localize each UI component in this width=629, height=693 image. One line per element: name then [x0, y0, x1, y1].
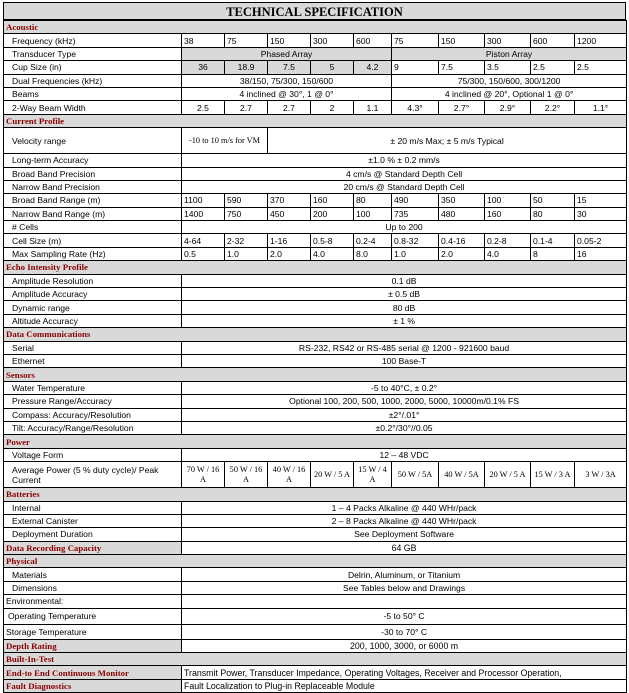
piston-value: 4 inclined @ 20°, Optional 1 @ 0° — [392, 87, 627, 100]
row-value: ±0.2°/30°//0.05 — [182, 421, 627, 434]
row-beams — [4, 87, 627, 100]
value-cell: 100 — [354, 207, 392, 220]
value-cell: 0.2-4 — [354, 234, 392, 247]
value-cell: 1-16 — [268, 234, 311, 247]
section-header-depth — [4, 639, 627, 652]
row-compass — [4, 408, 627, 421]
section-header-batteries — [4, 488, 627, 501]
row-label: Beams — [4, 87, 182, 100]
value-cell: 2.7 — [268, 101, 311, 114]
value-cell: 75 — [392, 34, 439, 47]
value-cell: 36 — [182, 61, 225, 74]
value-cell: 9 — [392, 61, 439, 74]
value-cell: 1400 — [182, 207, 225, 220]
value-cell: 2.5 — [182, 101, 225, 114]
section-title: End-to End Continuous Monitor — [4, 666, 182, 679]
row-tilt — [4, 421, 627, 434]
value-cell: 600 — [354, 34, 392, 47]
row-label: Altitude Accuracy — [4, 314, 182, 327]
fault-value: Fault Localization to Plug-in Replaceable Module — [182, 679, 627, 692]
section-title: Power — [4, 435, 627, 448]
value-cell: 16 — [575, 247, 627, 260]
row-label: Water Temperature — [4, 381, 182, 394]
row-label: Transducer Type — [4, 47, 182, 60]
value-cell: 75 — [225, 34, 268, 47]
row-label: Environmental: — [4, 595, 182, 608]
row-label: Internal — [4, 501, 182, 514]
section-header-current — [4, 114, 627, 127]
row-label: Serial — [4, 341, 182, 354]
section-title: Sensors — [4, 368, 627, 381]
value-cell: 1100 — [182, 194, 225, 207]
section-header-e2e — [4, 666, 627, 679]
page-title: TECHNICAL SPECIFICATION — [3, 2, 626, 20]
value-cell: 80 — [531, 207, 575, 220]
row-value: 1 – 4 Packs Alkaline @ 440 WHr/pack — [182, 501, 627, 514]
section-title: Built-In-Test — [4, 653, 627, 666]
phased-array-header: Phased Array — [182, 47, 392, 60]
row-label: Broad Band Range (m) — [4, 194, 182, 207]
row-altitude-accuracy — [4, 314, 627, 327]
row-label: Cup Size (in) — [4, 61, 182, 74]
row-value: -5 to 50° C — [182, 608, 627, 624]
row-voltage — [4, 448, 627, 461]
row-narrow-band-range — [4, 207, 627, 220]
section-title: Data Communications — [4, 328, 627, 341]
value-cell: 5 — [311, 61, 354, 74]
current-label: Current — [12, 474, 41, 485]
row-label: Dynamic range — [4, 301, 182, 314]
value-cell: 1.1 — [354, 101, 392, 114]
value-cell: 2.9° — [485, 101, 531, 114]
row-label: Broad Band Precision — [4, 167, 182, 180]
section-title: Depth Rating — [4, 639, 182, 652]
row-label: # Cells — [4, 221, 182, 234]
row-operating-temperature — [4, 608, 627, 624]
section-title: Data Recording Capacity — [4, 541, 182, 554]
row-ethernet — [4, 354, 627, 367]
row-label: Narrow Band Precision — [4, 180, 182, 193]
row-dual-frequencies — [4, 74, 627, 87]
row-label: Voltage Form — [4, 448, 182, 461]
row-pressure — [4, 395, 627, 408]
row-label: External Canister — [4, 514, 182, 527]
spec-table — [3, 20, 627, 693]
power-value-cell: 40 W / 16 A — [268, 462, 311, 488]
value-cell: 2.2° — [531, 101, 575, 114]
row-long-term-accuracy — [4, 154, 627, 167]
value-cell: 4-64 — [182, 234, 225, 247]
row-label: Narrow Band Range (m) — [4, 207, 182, 220]
value-cell: 18.9 — [225, 61, 268, 74]
row-transducer-type — [4, 47, 627, 60]
row-label: Amplitude Resolution — [4, 274, 182, 287]
row-label: Pressure Range/Accuracy — [4, 395, 182, 408]
section-header-physical — [4, 555, 627, 568]
section-title: Physical — [4, 555, 627, 568]
value-cell: 0.5-8 — [311, 234, 354, 247]
phased-value: 4 inclined @ 30°, 1 @ 0° — [182, 87, 392, 100]
value-cell: 150 — [268, 34, 311, 47]
value-cell: 2.7° — [439, 101, 485, 114]
value-cell: 1.0 — [392, 247, 439, 260]
section-title: Acoustic — [4, 21, 627, 34]
value-cell: 2.5 — [531, 61, 575, 74]
row-label: Amplitude Accuracy — [4, 288, 182, 301]
row-value: 0.1 dB — [182, 274, 627, 287]
value-cell: 2 — [311, 101, 354, 114]
row-label: Long-term Accuracy — [4, 154, 182, 167]
section-header-acoustic — [4, 21, 627, 34]
value-cell: 600 — [531, 34, 575, 47]
row-materials — [4, 568, 627, 581]
row-value: 20 cm/s @ Standard Depth Cell — [182, 180, 627, 193]
row-value: 100 Base-T — [182, 354, 627, 367]
row-label: 2-Way Beam Width — [4, 101, 182, 114]
piston-array-header: Piston Array — [392, 47, 627, 60]
power-value-cell: 15 W / 4 A — [354, 462, 392, 488]
spec-sheet — [3, 2, 626, 693]
value-cell: 2.5 — [575, 61, 627, 74]
recording-value: 64 GB — [182, 541, 627, 554]
empty-cell — [182, 595, 627, 608]
value-cell: 370 — [268, 194, 311, 207]
value-cell: 8 — [531, 247, 575, 260]
row-velocity-range — [4, 128, 627, 154]
row-value: ± 1 % — [182, 314, 627, 327]
value-cell: 8.0 — [354, 247, 392, 260]
row-value: ±2°/.01° — [182, 408, 627, 421]
row-label: Max Sampling Rate (Hz) — [4, 247, 182, 260]
power-value-cell: 20 W / 5 A — [311, 462, 354, 488]
power-value-cell: 15 W / 3 A — [531, 462, 575, 488]
value-cell: 7.5 — [439, 61, 485, 74]
value-cell: 100 — [485, 194, 531, 207]
section-header-echo — [4, 261, 627, 274]
power-value-cell: 50 W / 16 A — [225, 462, 268, 488]
row-cells — [4, 221, 627, 234]
velocity-vm: -10 to 10 m/s for VM — [182, 128, 268, 154]
value-cell: 350 — [439, 194, 485, 207]
value-cell: 2.7 — [225, 101, 268, 114]
row-value: -30 to 70° C — [182, 624, 627, 639]
row-max-sampling-rate — [4, 247, 627, 260]
row-amplitude-accuracy — [4, 288, 627, 301]
value-cell: 200 — [311, 207, 354, 220]
row-label: Materials — [4, 568, 182, 581]
row-value: Up to 200 — [182, 221, 627, 234]
piston-value: 75/300, 150/600, 300/1200 — [392, 74, 627, 87]
row-value: See Tables below and Drawings — [182, 581, 627, 594]
value-cell: 0.1-4 — [531, 234, 575, 247]
value-cell: 0.2-8 — [485, 234, 531, 247]
value-cell: 735 — [392, 207, 439, 220]
value-cell: 1.0 — [225, 247, 268, 260]
value-cell: 1200 — [575, 34, 627, 47]
velocity-value: ± 20 m/s Max; ± 5 m/s Typical — [268, 128, 627, 154]
power-value-cell: 70 W / 16 A — [182, 462, 225, 488]
row-value: ± 0.5 dB — [182, 288, 627, 301]
row-frequency — [4, 34, 627, 47]
row-label: Dual Frequencies (kHz) — [4, 74, 182, 87]
power-value-cell: 50 W / 5A — [392, 462, 439, 488]
row-label: Dimensions — [4, 581, 182, 594]
section-header-recording — [4, 541, 627, 554]
section-title: Batteries — [4, 488, 627, 501]
depth-value: 200, 1000, 3000, or 6000 m — [182, 639, 627, 652]
row-label: Frequency (kHz) — [4, 34, 182, 47]
section-header-power — [4, 435, 627, 448]
value-cell: 3.5 — [485, 61, 531, 74]
value-cell: 0.5 — [182, 247, 225, 260]
value-cell: 50 — [531, 194, 575, 207]
power-value-cell: 3 W / 3A — [575, 462, 627, 488]
value-cell: 2.0 — [268, 247, 311, 260]
section-header-sensors — [4, 368, 627, 381]
value-cell: 38 — [182, 34, 225, 47]
value-cell: 2-32 — [225, 234, 268, 247]
row-internal-battery — [4, 501, 627, 514]
value-cell: 4.2 — [354, 61, 392, 74]
value-cell: 160 — [485, 207, 531, 220]
row-beam-width — [4, 101, 627, 114]
value-cell: 4.3° — [392, 101, 439, 114]
row-deployment-duration — [4, 528, 627, 541]
value-cell: 300 — [485, 34, 531, 47]
value-cell: 1.1° — [575, 101, 627, 114]
section-header-fault — [4, 679, 627, 692]
row-broad-band-range — [4, 194, 627, 207]
value-cell: 490 — [392, 194, 439, 207]
value-cell: 2.0 — [439, 247, 485, 260]
phased-value: 38/150, 75/300, 150/600 — [182, 74, 392, 87]
row-broad-band-precision — [4, 167, 627, 180]
row-narrow-band-precision — [4, 180, 627, 193]
row-serial — [4, 341, 627, 354]
row-value: 80 dB — [182, 301, 627, 314]
value-cell: 450 — [268, 207, 311, 220]
row-value: Optional 100, 200, 500, 1000, 2000, 5000, 10000m/0.1% FS — [182, 395, 627, 408]
row-external-canister — [4, 514, 627, 527]
row-value: 2 – 8 Packs Alkaline @ 440 WHr/pack — [182, 514, 627, 527]
row-value: ±1.0 % ± 0.2 mm/s — [182, 154, 627, 167]
value-cell: 15 — [575, 194, 627, 207]
value-cell: 480 — [439, 207, 485, 220]
section-header-datacomm — [4, 328, 627, 341]
row-label: Operating Temperature — [4, 608, 182, 624]
row-value: 12 – 48 VDC — [182, 448, 627, 461]
row-water-temperature — [4, 381, 627, 394]
value-cell: 4.0 — [311, 247, 354, 260]
row-label — [4, 462, 182, 488]
row-amplitude-resolution — [4, 274, 627, 287]
row-value: 4 cm/s @ Standard Depth Cell — [182, 167, 627, 180]
section-header-bit — [4, 653, 627, 666]
row-label: Ethernet — [4, 354, 182, 367]
value-cell: 0.8-32 — [392, 234, 439, 247]
row-label: Compass: Accuracy/Resolution — [4, 408, 182, 421]
section-title: Echo Intensity Profile — [4, 261, 627, 274]
value-cell: 300 — [311, 34, 354, 47]
value-cell: 30 — [575, 207, 627, 220]
value-cell: 150 — [439, 34, 485, 47]
row-value: RS-232, RS42 or RS-485 serial @ 1200 - 921600 baud — [182, 341, 627, 354]
row-value: -5 to 40°C, ± 0.2° — [182, 381, 627, 394]
row-environmental — [4, 595, 627, 608]
row-dynamic-range — [4, 301, 627, 314]
row-dimensions — [4, 581, 627, 594]
row-label: Tilt: Accuracy/Range/Resolution — [4, 421, 182, 434]
power-value-cell: 40 W / 5A — [439, 462, 485, 488]
row-value: See Deployment Software — [182, 528, 627, 541]
row-label: Deployment Duration — [4, 528, 182, 541]
value-cell: 0.4-16 — [439, 234, 485, 247]
average-power-label: Average Power (5 % duty cycle)/ Peak — [12, 464, 159, 475]
row-label: Storage Temperature — [4, 624, 182, 639]
value-cell: 4.0 — [485, 247, 531, 260]
value-cell: 590 — [225, 194, 268, 207]
row-storage-temperature — [4, 624, 627, 639]
value-cell: 160 — [311, 194, 354, 207]
row-average-power — [4, 462, 627, 488]
value-cell: 0.05-2 — [575, 234, 627, 247]
row-cup-size — [4, 61, 627, 74]
value-cell: 750 — [225, 207, 268, 220]
section-title: Current Profile — [4, 114, 627, 127]
value-cell: 80 — [354, 194, 392, 207]
e2e-value: Transmit Power, Transducer Impedance, Operating Voltages, Receiver and Processor Operation, — [182, 666, 627, 679]
row-value: Delrin, Aluminum, or Titanium — [182, 568, 627, 581]
value-cell: 7.5 — [268, 61, 311, 74]
section-title: Fault Diagnostics — [4, 679, 182, 692]
row-label: Cell Size (m) — [4, 234, 182, 247]
power-value-cell: 20 W / 5 A — [485, 462, 531, 488]
row-label: Velocity range — [4, 128, 182, 154]
row-cell-size — [4, 234, 627, 247]
